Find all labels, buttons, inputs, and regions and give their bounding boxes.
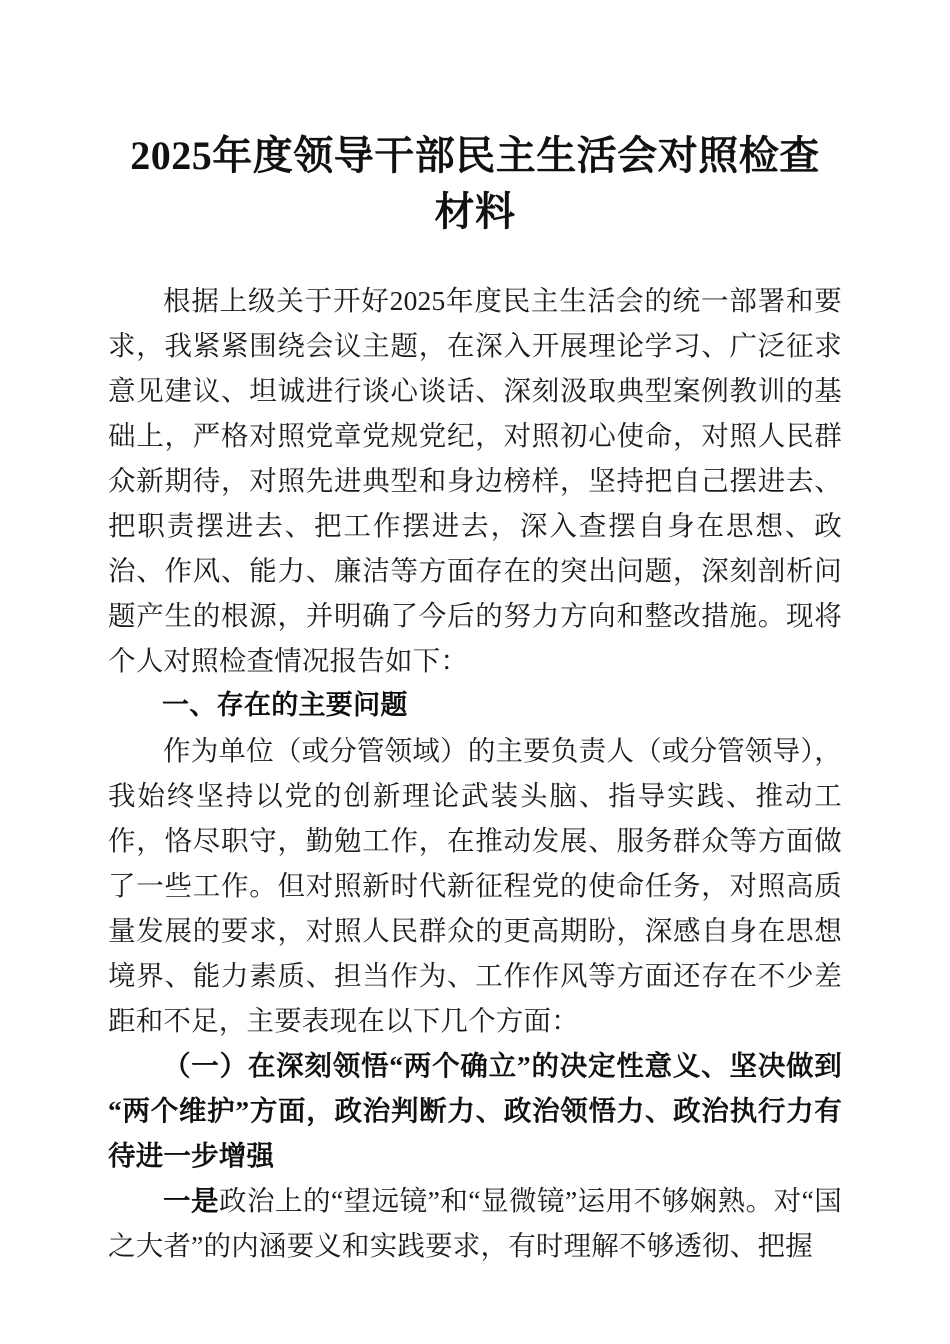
section-one-paragraph: 作为单位（或分管领域）的主要负责人（或分管领导），我始终坚持以党的创新理论武装头脑、指导实践、推动工作，恪尽职守，勤勉工作，在推动发展、服务群众等方面做了一些工作。但对照新时代新征程党的使命任务，对照高质量发展的要求，对照人民群众的更高期盼，深感自身在思想境界、能力素质、担当作为、工作作风等方面还存在不少差距和不足，主要表现在以下几个方面： [108,735,842,1036]
point-one-prefix: 一是 [163,1185,219,1216]
section-heading-one: 一、存在的主要问题 [162,690,408,720]
page-title-line-1: 2025年度领导干部民主生活会对照检查 [130,133,820,178]
page-title-line-2: 材料 [434,189,516,234]
page-title [108,0,842,240]
document-body [108,0,842,1268]
intro-paragraph: 根据上级关于开好2025年度民主生活会的统一部署和要求，我紧紧围绕会议主题，在深入开展理论学习、广泛征求意见建议、坦诚进行谈心谈话、深刻汲取典型案例教训的基础上，严格对照党章党规党纪，对照初心使命，对照人民群众新期待，对照先进典型和身边榜样，坚持把自己摆进去、把职责摆进去、把工作摆进去，深入查摆自身在思想、政治、作风、能力、廉洁等方面存在的突出问题，深刻剖析问题产生的根源，并明确了今后的努力方向和整改措施。现将个人对照检查情况报告如下： [108,285,842,676]
point-one-paragraph [108,1178,842,1268]
point-one-text: 政治上的“望远镜”和“显微镜”运用不够娴熟。对“国之大者”的内涵要义和实践要求，有时理解不够透彻、把握 [108,1185,842,1261]
subsection-heading-one: （一）在深刻领悟“两个确立”的决定性意义、坚决做到“两个维护”方面，政治判断力、政治领悟力、政治执行力有待进一步增强 [108,1050,842,1171]
